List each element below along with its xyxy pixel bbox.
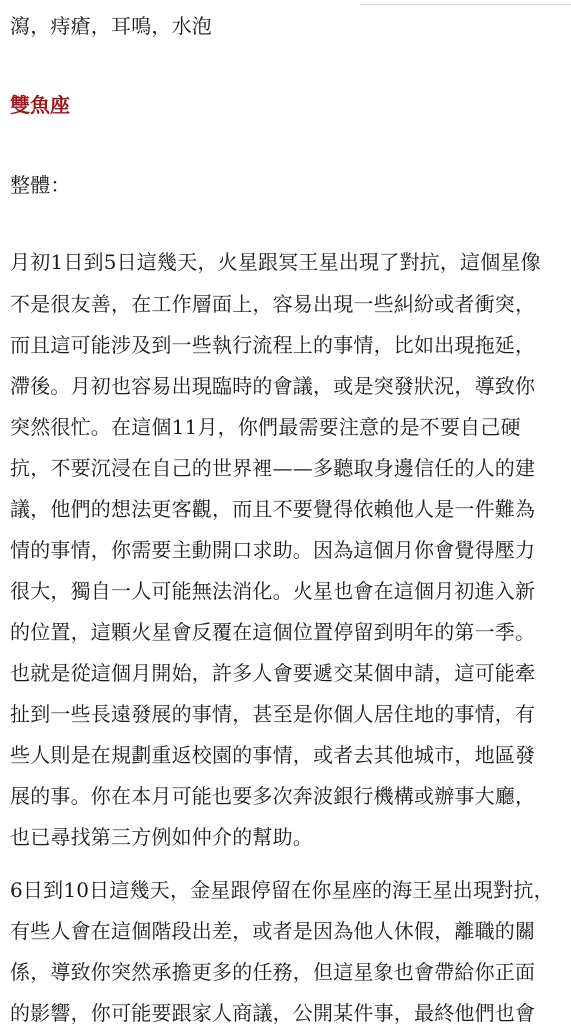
symptoms-line: 瀉，痔瘡，耳鳴，水泡	[10, 14, 212, 38]
section-label: 整體：	[10, 173, 71, 197]
sign-heading: 雙魚座	[10, 93, 70, 117]
paragraph-line: 滯後。月初也容易出現臨時的會議，或是突發狀況，導致你	[10, 374, 536, 398]
paragraph-line: 抗，不要沉浸在自己的世界裡——多聽取身邊信任的人的建	[10, 456, 536, 480]
paragraph-line: 係，導致你突然承擔更多的任務，但這星象也會帶給你正面	[10, 960, 536, 984]
paragraph-line: 6日到10日這幾天，金星跟停留在你星座的海王星出現對抗，	[10, 878, 554, 902]
paragraph-line: 不是很友善，在工作層面上，容易出現一些糾紛或者衝突，	[10, 292, 536, 316]
paragraph-line: 也已尋找第三方例如仲介的幫助。	[10, 825, 313, 849]
paragraph-line: 展的事。你在本月可能也要多次奔波銀行機構或辦事大廳，	[10, 784, 536, 808]
paragraph-line: 些人則是在規劃重返校園的事情，或者去其他城市，地區發	[10, 743, 536, 767]
paragraph-line: 有些人會在這個階段出差，或者是因為他人休假，離職的關	[10, 919, 536, 943]
paragraph-line: 情的事情，你需要主動開口求助。因為這個月你會覺得壓力	[10, 538, 536, 562]
paragraph-line: 的位置，這顆火星會反覆在這個位置停留到明年的第一季。	[10, 620, 536, 644]
top-divider	[360, 4, 571, 5]
paragraph-line: 而且這可能涉及到一些執行流程上的事情，比如出現拖延，	[10, 333, 536, 357]
paragraph-line: 扯到一些長遠發展的事情，甚至是你個人居住地的事情，有	[10, 702, 536, 726]
paragraph-line: 很大，獨自一人可能無法消化。火星也會在這個月初進入新	[10, 579, 536, 603]
paragraph-line: 議，他們的想法更客觀，而且不要覺得依賴他人是一件難為	[10, 497, 536, 521]
paragraph-line: 也就是從這個月開始，許多人會要遞交某個申請，這可能牽	[10, 661, 536, 685]
paragraph-line: 月初1日到5日這幾天，火星跟冥王星出現了對抗，這個星像	[10, 250, 541, 274]
paragraph-line: 的影響，你可能要跟家人商議，公開某件事，最終他們也會	[10, 1001, 536, 1025]
paragraph-line: 突然很忙。在這個11月，你們最需要注意的是不要自己硬	[10, 415, 521, 439]
